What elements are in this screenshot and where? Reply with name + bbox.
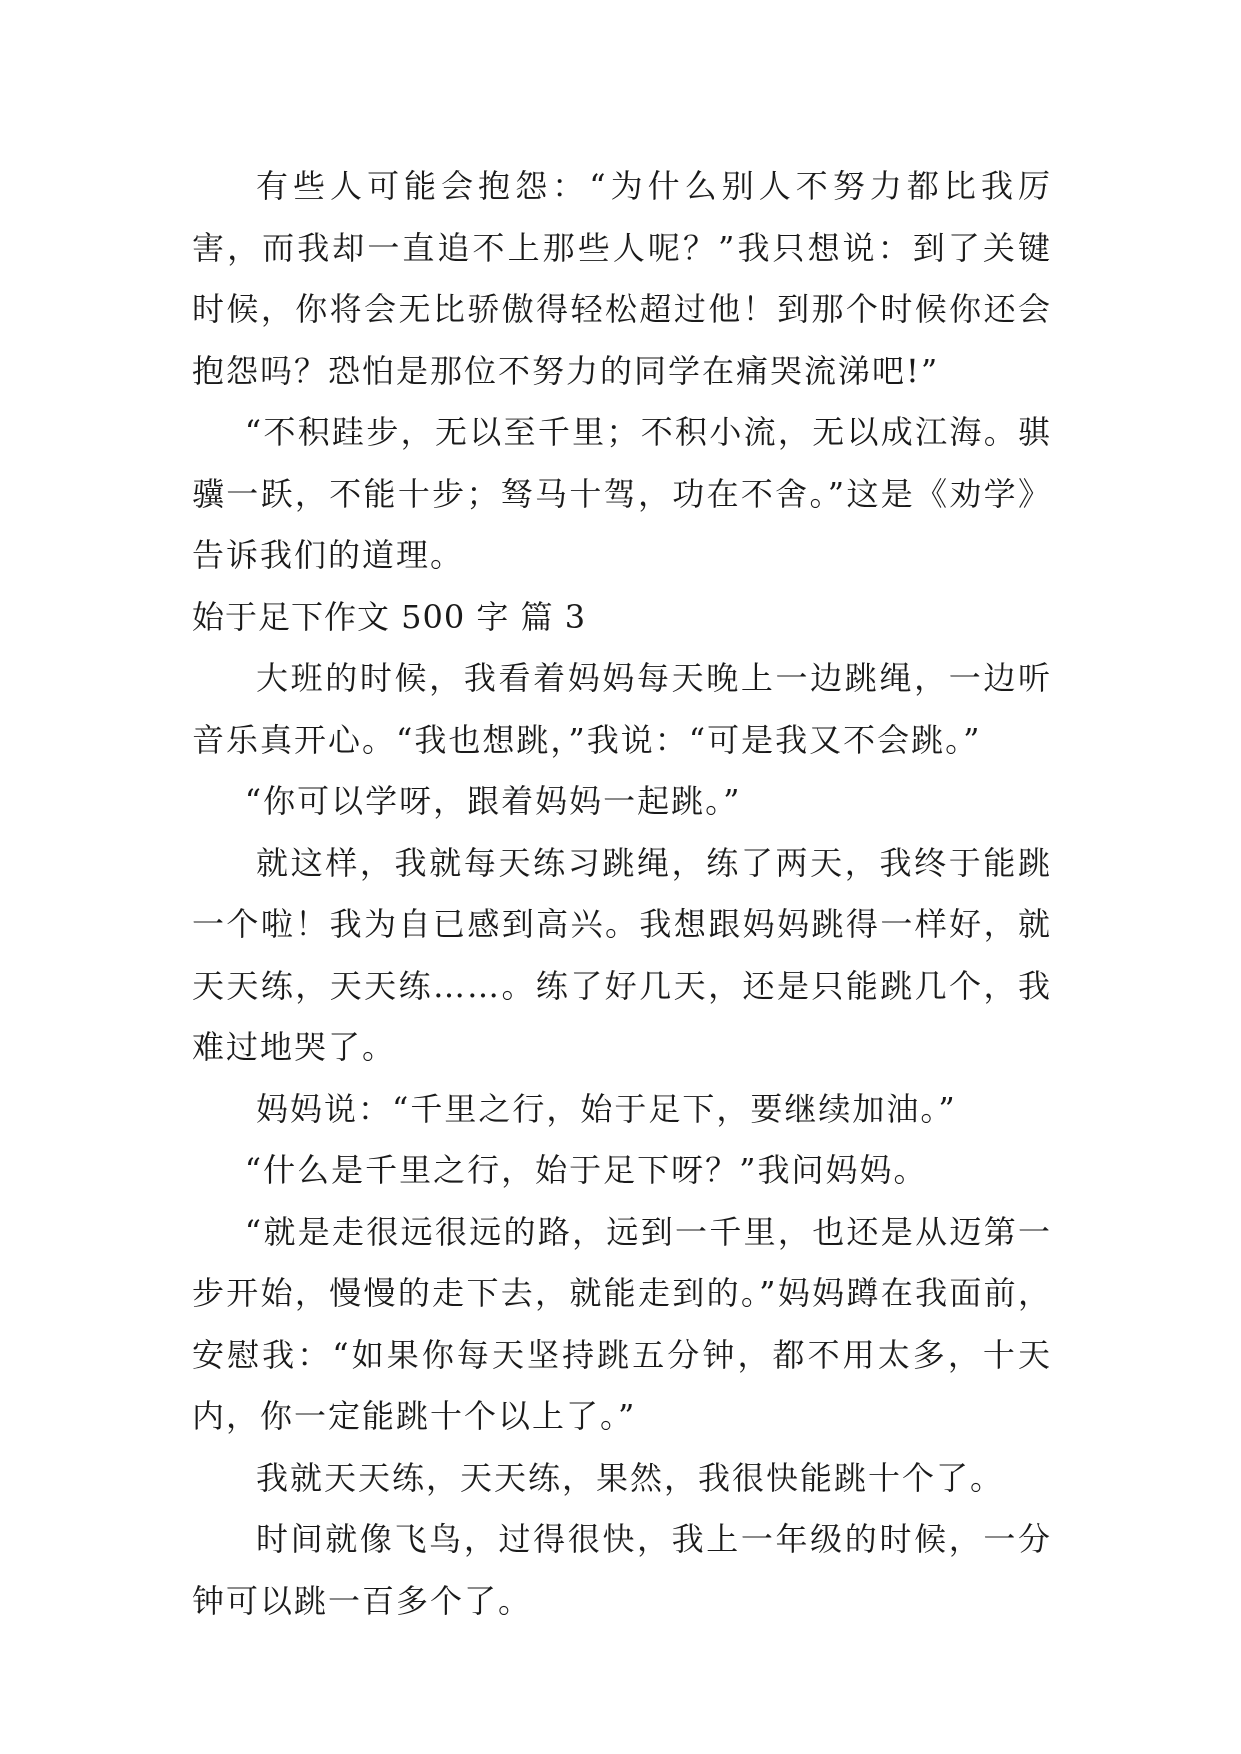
paragraph: 大班的时候，我看着妈妈每天晚上一边跳绳，一边听音乐真开心。“我也想跳，”我说：“可是我又不会跳。” bbox=[192, 659, 1052, 759]
paragraph: “什么是千里之行，始于足下呀？”我问妈妈。 bbox=[244, 1151, 928, 1189]
paragraph: “你可以学呀，跟着妈妈一起跳。” bbox=[244, 782, 742, 820]
document-page bbox=[192, 156, 1052, 1632]
section-heading: 始于足下作文 500 字 篇 3 bbox=[192, 597, 587, 636]
paragraph: 我就天天练，天天练，果然，我很快能跳十个了。 bbox=[256, 1458, 1005, 1497]
paragraph: 有些人可能会抱怨：“为什么别人不努力都比我厉害，而我却一直追不上那些人呢？”我只想说：到了关键时候，你将会无比骄傲得轻松超过他！到那个时候你还会抱怨吗？恐怕是那位不努力的同学在痛哭流涕吧!” bbox=[192, 167, 1052, 390]
paragraph: 妈妈说：“千里之行，始于足下，要继续加油。” bbox=[256, 1089, 957, 1128]
paragraph: 就这样，我就每天练习跳绳，练了两天，我终于能跳一个啦！我为自已感到高兴。我想跟妈妈跳得一样好，就天天练，天天练……。练了好几天，还是只能跳几个，我难过地哭了。 bbox=[192, 843, 1052, 1066]
paragraph: “不积跬步，无以至千里；不积小流，无以成江海。骐骥一跃，不能十步；驽马十驾，功在不舍。”这是《劝学》告诉我们的道理。 bbox=[192, 413, 1052, 574]
paragraph: 时间就像飞鸟，过得很快，我上一年级的时候，一分钟可以跳一百多个了。 bbox=[192, 1520, 1052, 1620]
paragraph: “就是走很远很远的路，远到一千里，也还是从迈第一步开始，慢慢的走下去，就能走到的。”妈妈蹲在我面前，安慰我：“如果你每天坚持跳五分钟，都不用太多，十天内，你一定能跳十个以上了。” bbox=[192, 1212, 1052, 1435]
